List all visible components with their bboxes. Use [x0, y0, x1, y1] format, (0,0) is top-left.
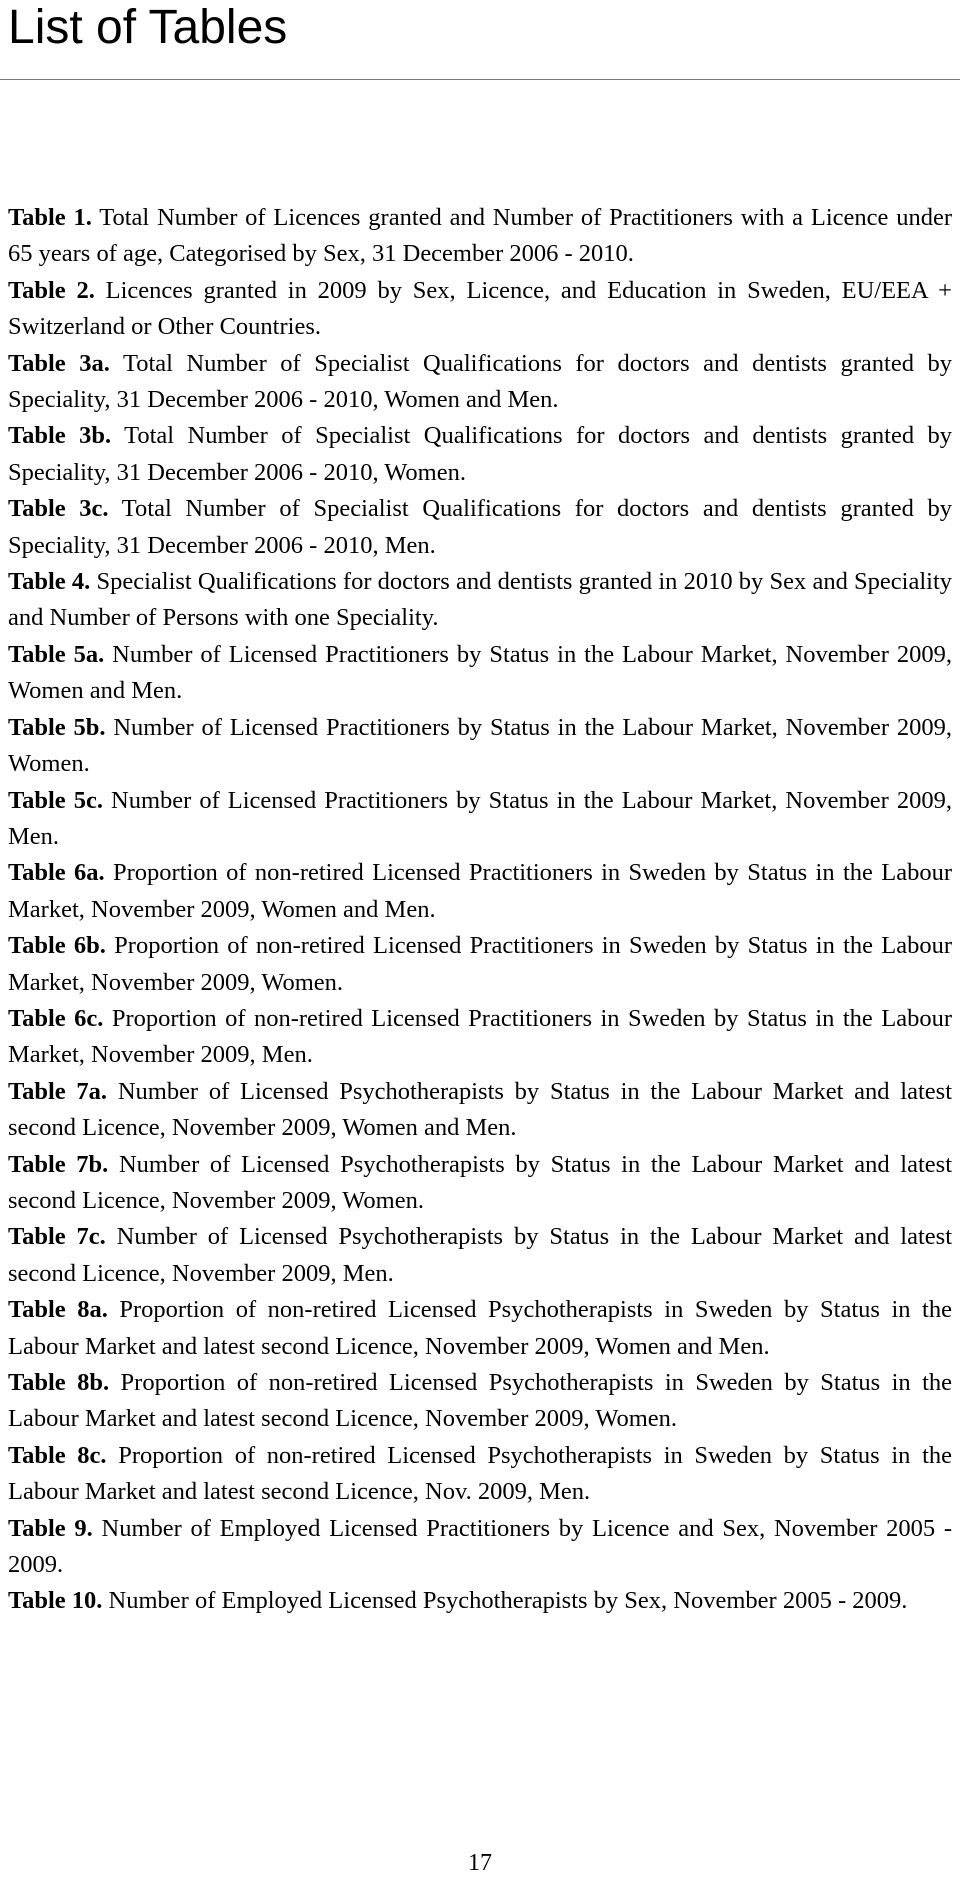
list-item-table-5a[interactable]	[8, 637, 952, 710]
table-label: Table 5c.	[8, 786, 103, 814]
table-label: Table 3b.	[8, 422, 112, 450]
table-label: Table 6a.	[8, 859, 105, 887]
list-item-table-3c[interactable]	[8, 491, 952, 564]
list-item-table-5b[interactable]	[8, 710, 952, 783]
list-item-table-5c[interactable]	[8, 783, 952, 856]
table-label: Table 6c.	[8, 1004, 104, 1032]
table-caption: Number of Employed Licensed Psychotherapists by Sex, November 2005 - 2009.	[108, 1587, 908, 1615]
table-caption: Number of Licensed Practitioners by Status in the Labour Market, November 2009, Women and Men.	[8, 640, 953, 705]
table-label: Table 2.	[8, 276, 95, 304]
table-label: Table 1.	[8, 204, 92, 231]
list-item-table-6c[interactable]	[8, 1001, 952, 1074]
table-label: Table 10.	[8, 1587, 103, 1615]
list-item-table-6b[interactable]	[8, 928, 952, 1001]
table-label: Table 5a.	[8, 640, 105, 668]
list-item-table-8b[interactable]	[8, 1365, 952, 1438]
table-caption: Number of Licensed Psychotherapists by Status in the Labour Market and latest second Licence, November 2009, Men.	[8, 1223, 953, 1287]
list-item-table-7c[interactable]	[8, 1219, 952, 1292]
table-caption: Proportion of non-retired Licensed Psychotherapists in Sweden by Status in the Labour Market and latest second Licence, Nov. 2009, Men.	[8, 1441, 952, 1506]
list-item-table-8c[interactable]	[8, 1438, 952, 1511]
table-label: Table 8b.	[8, 1369, 110, 1396]
table-caption: Total Number of Specialist Qualifications for doctors and dentists granted by Speciality, 31 December 2006 - 2010, Men.	[8, 495, 952, 559]
list-item-table-10[interactable]	[8, 1583, 952, 1619]
table-caption: Number of Licensed Practitioners by Status in the Labour Market, November 2009, Women.	[8, 713, 952, 778]
table-label: Table 8c.	[8, 1441, 107, 1469]
list-item-table-2[interactable]	[8, 273, 952, 346]
title-divider	[0, 79, 960, 80]
table-label: Table 7c.	[8, 1223, 106, 1251]
table-caption: Proportion of non-retired Licensed Practitioners in Sweden by Status in the Labour Market, November 2009, Women and Men.	[8, 859, 952, 923]
table-caption: Total Number of Specialist Qualifications for doctors and dentists granted by Speciality, 31 December 2006 - 2010, Women and Men.	[8, 349, 952, 414]
table-caption: Number of Licensed Practitioners by Status in the Labour Market, November 2009, Men.	[8, 786, 952, 850]
list-item-table-6a[interactable]	[8, 855, 952, 928]
list-item-table-7b[interactable]	[8, 1147, 952, 1220]
table-caption: Licences granted in 2009 by Sex, Licence, and Education in Sweden, EU/EEA + Switzerland or Other Countries.	[8, 276, 952, 341]
list-item-table-4[interactable]	[8, 564, 952, 637]
table-label: Table 3a.	[8, 349, 110, 377]
table-label: Table 7a.	[8, 1077, 108, 1105]
list-item-table-8a[interactable]	[8, 1292, 952, 1365]
table-list	[8, 200, 952, 1620]
table-caption: Proportion of non-retired Licensed Psychotherapists in Sweden by Status in the Labour Market and latest second Licence, November 2009, Women.	[8, 1369, 953, 1433]
table-caption: Number of Licensed Psychotherapists by Status in the Labour Market and latest second Licence, November 2009, Women and Men.	[8, 1077, 952, 1142]
page-number: 17	[468, 1850, 492, 1876]
table-label: Table 7b.	[8, 1150, 109, 1178]
list-item-table-9[interactable]	[8, 1511, 952, 1584]
list-item-table-3b[interactable]	[8, 418, 952, 491]
table-caption: Total Number of Licences granted and Number of Practitioners with a Licence under 65 years of age, Categorised by Sex, 31 December 2006 - 2010.	[8, 204, 952, 268]
table-label: Table 4.	[8, 568, 91, 596]
table-caption: Proportion of non-retired Licensed Practitioners in Sweden by Status in the Labour Market, November 2009, Women.	[8, 932, 953, 996]
table-caption: Number of Licensed Psychotherapists by Status in the Labour Market and latest second Licence, November 2009, Women.	[8, 1150, 953, 1214]
list-item-table-3a[interactable]	[8, 346, 952, 419]
list-item-table-7a[interactable]	[8, 1074, 952, 1147]
table-label: Table 3c.	[8, 495, 109, 523]
table-caption: Proportion of non-retired Licensed Practitioners in Sweden by Status in the Labour Market, November 2009, Men.	[8, 1004, 953, 1069]
table-label: Table 6b.	[8, 932, 106, 960]
table-caption: Number of Employed Licensed Practitioners by Licence and Sex, November 2005 - 2009.	[8, 1514, 952, 1579]
table-label: Table 5b.	[8, 713, 106, 741]
table-caption: Total Number of Specialist Qualifications for doctors and dentists granted by Speciality, 31 December 2006 - 2010, Women.	[8, 422, 953, 486]
list-item-table-1[interactable]	[8, 200, 952, 273]
table-label: Table 9.	[8, 1514, 93, 1542]
table-caption: Specialist Qualifications for doctors and dentists granted in 2010 by Sex and Speciality and Number of Persons with one Speciality.	[8, 568, 953, 632]
table-caption: Proportion of non-retired Licensed Psychotherapists in Sweden by Status in the Labour Market and latest second Licence, November 2009, Women and Men.	[8, 1296, 952, 1360]
table-label: Table 8a.	[8, 1296, 108, 1324]
page-title: List of Tables	[8, 1, 288, 54]
